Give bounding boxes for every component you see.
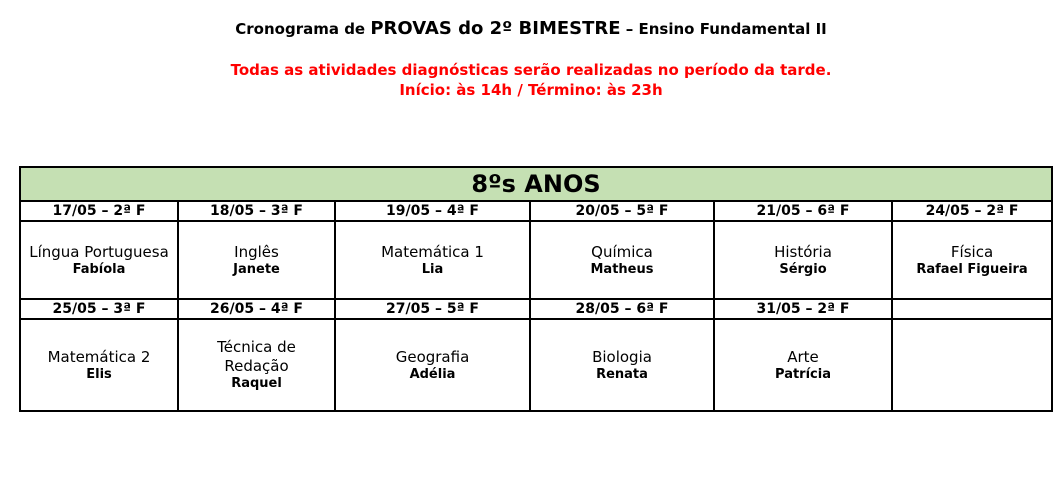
exam-subject: Química xyxy=(591,242,653,261)
notice-line-2: Início: às 14h / Término: às 23h xyxy=(399,81,663,99)
date-cell: 17/05 – 2ª F xyxy=(20,201,178,221)
date-cell: 26/05 – 4ª F xyxy=(178,299,335,319)
exam-cell xyxy=(178,221,335,299)
title-main: PROVAS do 2º BIMESTRE xyxy=(370,18,621,39)
exam-cell xyxy=(335,319,530,411)
date-row xyxy=(20,299,1052,319)
exam-teacher: Adélia xyxy=(409,366,456,382)
exam-cell xyxy=(20,319,178,411)
exam-cell xyxy=(714,221,892,299)
notice-line-1: Todas as atividades diagnósticas serão realizadas no período da tarde. xyxy=(230,61,832,79)
exam-subject: Biologia xyxy=(592,347,652,366)
exam-subject: Inglês xyxy=(234,242,279,261)
exam-cell xyxy=(335,221,530,299)
date-cell: 25/05 – 3ª F xyxy=(20,299,178,319)
date-cell: 21/05 – 6ª F xyxy=(714,201,892,221)
exam-subject: Matemática 1 xyxy=(381,242,484,261)
exam-teacher: Raquel xyxy=(231,376,282,391)
exam-row xyxy=(20,319,1052,411)
exam-teacher: Lia xyxy=(421,261,444,277)
exam-row xyxy=(20,221,1052,299)
date-cell: 20/05 – 5ª F xyxy=(530,201,714,221)
title-suffix: – Ensino Fundamental II xyxy=(620,20,827,38)
exam-schedule-table xyxy=(19,166,1053,412)
date-cell: 28/05 – 6ª F xyxy=(530,299,714,319)
exam-subject: História xyxy=(774,242,832,261)
exam-subject: Arte xyxy=(787,347,819,366)
grade-row xyxy=(20,167,1052,201)
date-row xyxy=(20,201,1052,221)
date-cell: 31/05 – 2ª F xyxy=(714,299,892,319)
exam-teacher: Renata xyxy=(596,366,648,382)
exam-subject: Técnica de Redação xyxy=(217,338,296,375)
exam-cell xyxy=(20,221,178,299)
exam-cell xyxy=(892,221,1052,299)
date-cell: 24/05 – 2ª F xyxy=(892,201,1052,221)
exam-teacher: Patrícia xyxy=(775,366,831,382)
date-cell: 27/05 – 5ª F xyxy=(335,299,530,319)
exam-subject: Geografia xyxy=(395,347,470,366)
exam-teacher: Rafael Figueira xyxy=(916,261,1028,277)
exam-teacher: Fabíola xyxy=(72,261,126,277)
grade-header: 8ºs ANOS xyxy=(20,167,1052,201)
date-cell: 19/05 – 4ª F xyxy=(335,201,530,221)
exam-cell xyxy=(178,319,335,411)
exam-cell xyxy=(530,319,714,411)
exam-teacher: Matheus xyxy=(590,261,654,277)
exam-teacher: Sérgio xyxy=(779,261,827,277)
title-prefix: Cronograma de xyxy=(235,20,371,38)
exam-cell xyxy=(530,221,714,299)
exam-cell xyxy=(714,319,892,411)
empty-cell xyxy=(892,319,1052,411)
schedule-notice xyxy=(0,60,1062,100)
exam-teacher: Janete xyxy=(233,261,280,277)
exam-teacher: Elis xyxy=(86,366,112,382)
page-title xyxy=(0,18,1062,39)
date-cell: 18/05 – 3ª F xyxy=(178,201,335,221)
exam-subject: Física xyxy=(950,242,994,261)
exam-subject: Matemática 2 xyxy=(47,347,151,366)
date-cell xyxy=(892,299,1052,319)
exam-subject: Língua Portuguesa xyxy=(29,242,169,261)
